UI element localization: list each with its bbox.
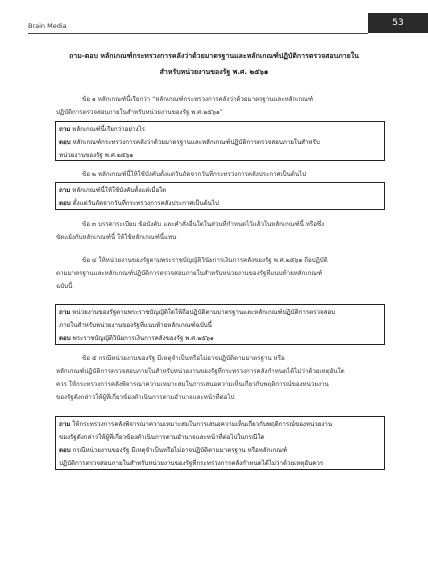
title-line-1: ถาม-ตอบ หลักเกณฑ์กระทรวงการคลังว่าด้วยมาตรฐานและหลักเกณฑ์ปฏิบัติการตรวจสอบภายใน: [69, 52, 359, 60]
clause-4: [56, 254, 382, 293]
answer-label: ตอบ: [59, 139, 71, 146]
answer-text: ตั้งแต่วันถัดจากวันที่กระทรวงการคลังประกาศเป็นต้นไป: [72, 200, 219, 207]
question-1: [59, 123, 381, 136]
question-label: ถาม: [59, 126, 71, 133]
publisher-name: Brain Media: [28, 22, 67, 30]
clause-4-line-1: ข้อ ๔ ให้หน่วยงานของรัฐตามพระราชบัญญัติวินัยการเงินการคลังของรัฐ พ.ศ.๒๕๖๑ ถือปฏิบัติ: [82, 257, 328, 264]
answer-2: [59, 197, 381, 210]
answer-label: ตอบ: [59, 447, 71, 454]
clause-3: [56, 218, 382, 244]
qa-box-4: [55, 416, 385, 470]
clause-1: [56, 93, 382, 119]
clause-5-line-3: ควร ให้กระทรวงการคลังพิจารณาความเหมาะสมในการเสนอความเห็นเกี่ยวกับพฤติการณ์ของหน่วยงาน: [56, 381, 329, 388]
question-label: ถาม: [59, 421, 71, 428]
page-number-badge: 53: [368, 13, 428, 33]
question-text: หน่วยงานของรัฐตามพระราชบัญญัติใดให้ถือปฏิบัติตามมาตรฐานและหลักเกณฑ์ปฏิบัติการตรวจสอบ: [72, 309, 336, 316]
clause-1-line-2: ปฏิบัติการตรวจสอบภายในสำหรับหน่วยงานของรัฐ พ.ศ.๒๕๖๑”: [56, 109, 224, 116]
clause-1-line-1: ข้อ ๑ หลักเกณฑ์นี้เรียกว่า “หลักเกณฑ์กระทรวงการคลังว่าด้วยมาตรฐานและหลักเกณฑ์: [82, 96, 314, 103]
clause-5-line-4: ของรัฐดังกล่าวให้ผู้ที่เกี่ยวข้องดำเนินการตามอำนาจและหน้าที่ต่อไป: [56, 394, 235, 401]
page-title: [40, 48, 388, 80]
question-text: ให้กระทรวงการคลังพิจารณาความเหมาะสมในการเสนอความเห็นเกี่ยวกับพฤติการณ์ของหน่วยงาน: [72, 421, 333, 428]
header-divider: [28, 33, 368, 34]
answer-text: หลักเกณฑ์กระทรวงการคลังว่าด้วยมาตรฐานและหลักเกณฑ์ปฏิบัติการตรวจสอบภายในสำหรับ: [72, 139, 320, 146]
answer-text: กรณีหน่วยงานของรัฐ มีเหตุจำเป็นหรือไม่อาจปฏิบัติตามมาตรฐาน หรือหลักเกณฑ์: [72, 447, 288, 454]
question-2: [59, 184, 381, 197]
title-line-2: สำหรับหน่วยงานของรัฐ พ.ศ. ๒๕๖๑: [159, 68, 269, 76]
question-3-line-2: ภายในสำหรับหน่วยงานของรัฐที่แนบท้ายหลักเกณฑ์ฉบับนี้: [59, 322, 212, 329]
answer-4-line-1: [59, 444, 381, 457]
clause-4-line-3: ฉบับนี้: [56, 283, 73, 290]
clause-3-line-1: ข้อ ๓ บรรดาระเบียบ ข้อบังคับ และคำสั่งอื่นใดในส่วนที่กำหนดไว้แล้วในหลักเกณฑ์นี้ หรือซึ่ง: [82, 221, 325, 228]
question-4-line-2: ของรัฐดังกล่าวให้ผู้ที่เกี่ยวข้องดำเนินการตามอำนาจและหน้าที่ต่อไปในกรณีใด: [59, 434, 265, 441]
clause-5: [56, 352, 382, 404]
qa-box-3: [55, 304, 385, 345]
qa-box-1: [55, 121, 385, 161]
answer-label: ตอบ: [59, 335, 71, 342]
answer-text: พระราชบัญญัติวินัยการเงินการคลังของรัฐ พ.ศ.๒๕๖๑: [72, 335, 214, 342]
answer-3: [59, 332, 381, 345]
question-text: หลักเกณฑ์นี้เรียกว่าอย่างไร: [72, 126, 145, 133]
question-label: ถาม: [59, 187, 71, 194]
qa-box-2: [55, 182, 385, 210]
question-3-line-1: [59, 306, 381, 319]
question-4-line-1: [59, 418, 381, 431]
question-text: หลักเกณฑ์นี้ให้ใช้บังคับตั้งแต่เมื่อใด: [72, 187, 167, 194]
answer-label: ตอบ: [59, 200, 71, 207]
answer-4-line-2: ปฏิบัติการตรวจสอบภายในสำหรับหน่วยงานของรัฐที่กระทรวงการคลังกำหนดได้ไม่ว่าด้วยเหตุอันควร: [59, 460, 324, 467]
clause-3-line-2: ขัดแย้งกับหลักเกณฑ์นี้ ให้ใช้หลักเกณฑ์นี้แทน: [56, 234, 177, 241]
answer-1-line-1: [59, 136, 381, 149]
question-label: ถาม: [59, 309, 71, 316]
answer-1-line-2: หน่วยงานของรัฐ พ.ศ.๒๕๖๑: [59, 152, 134, 159]
clause-4-line-2: ตามมาตรฐานและหลักเกณฑ์ปฏิบัติการตรวจสอบภายในสำหรับหน่วยงานของรัฐที่แนบท้ายหลักเกณฑ์: [56, 270, 323, 277]
clause-2: [56, 168, 382, 181]
clause-5-line-2: หลักเกณฑ์ปฏิบัติการตรวจสอบภายในสำหรับหน่วยงานของรัฐที่กระทรวงการคลังกำหนดได้ไม่ว่าด้วยเหตุอันใด: [56, 368, 345, 375]
clause-5-line-1: ข้อ ๕ กรณีหน่วยงานของรัฐ มีเหตุจำเป็นหรือไม่อาจปฏิบัติตามมาตรฐาน หรือ: [82, 355, 285, 362]
clause-2-line-1: ข้อ ๒ หลักเกณฑ์นี้ให้ใช้บังคับตั้งแต่วันถัดจากวันที่กระทรวงการคลังประกาศเป็นต้นไป: [82, 171, 307, 178]
